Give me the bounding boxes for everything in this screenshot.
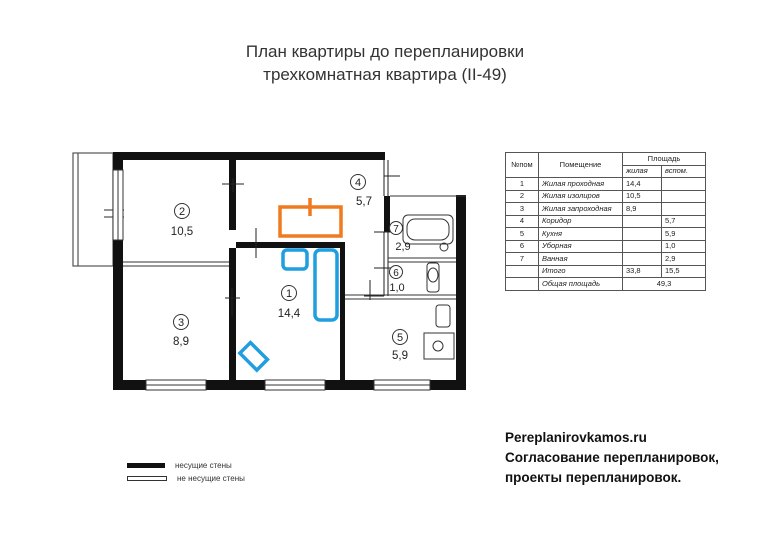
bearing-wall-swatch xyxy=(127,463,165,468)
plumbing-fixtures xyxy=(403,215,454,359)
blue-bed xyxy=(315,250,337,320)
legend-non-bearing xyxy=(127,472,245,485)
row-living: 8,9 xyxy=(623,203,662,216)
row-name: Жилая проходная xyxy=(539,178,623,191)
sink-icon xyxy=(436,305,450,327)
room-3-area: 8,9 xyxy=(173,336,189,348)
row-num: 1 xyxy=(506,178,539,191)
windows xyxy=(113,170,430,390)
overall-label: Общая площадь xyxy=(539,278,623,291)
table-total-row xyxy=(506,265,706,278)
room-5-number: 5 xyxy=(396,332,404,344)
room-7-area: 2,9 xyxy=(395,241,411,253)
table-header-row xyxy=(506,153,706,166)
brand-line3: проекты перепланировок. xyxy=(505,470,682,485)
room-7-number: 7 xyxy=(393,224,399,235)
row-aux xyxy=(662,178,706,191)
row-aux xyxy=(662,203,706,216)
row-name: Ванная xyxy=(539,253,623,266)
row-aux: 1,0 xyxy=(662,240,706,253)
legend-non-bearing-label: не несущие стены xyxy=(177,474,245,483)
blue-nightstand xyxy=(283,250,307,269)
plan-title-line2: трехкомнатная квартира (II-49) xyxy=(263,65,507,84)
table-row xyxy=(506,203,706,216)
row-name: Жилая запроходная xyxy=(539,203,623,216)
blue-chair xyxy=(240,343,268,371)
row-num: 5 xyxy=(506,228,539,241)
row-num: 7 xyxy=(506,253,539,266)
room-6-number: 6 xyxy=(393,268,399,279)
row-living xyxy=(623,215,662,228)
row-num: 4 xyxy=(506,215,539,228)
bearing-walls xyxy=(113,152,466,390)
room-6-area: 1,0 xyxy=(389,282,405,294)
legend-bearing xyxy=(127,459,245,472)
table-row xyxy=(506,253,706,266)
room-2-area: 10,5 xyxy=(170,226,194,238)
row-living xyxy=(623,240,662,253)
row-num: 3 xyxy=(506,203,539,216)
table-row xyxy=(506,178,706,191)
room-1-number: 1 xyxy=(285,288,293,300)
row-living: 10,5 xyxy=(623,190,662,203)
area-table xyxy=(505,152,706,291)
row-name: Коридор xyxy=(539,215,623,228)
table-overall-row xyxy=(506,278,706,291)
table-row xyxy=(506,215,706,228)
table-row xyxy=(506,240,706,253)
non-bearing-wall-swatch xyxy=(127,476,167,481)
overall-value: 49,3 xyxy=(623,278,706,291)
row-num: 2 xyxy=(506,190,539,203)
header-num: №пом xyxy=(506,153,539,178)
total-label: Итого xyxy=(539,265,623,278)
brand-line2: Согласование перепланировок, xyxy=(505,450,719,465)
brand-site: Pereplanirovkamos.ru xyxy=(505,430,647,445)
room-2-number: 2 xyxy=(178,206,186,218)
table-row xyxy=(506,228,706,241)
row-aux xyxy=(662,190,706,203)
room-5-area: 5,9 xyxy=(392,350,408,362)
row-living: 14,4 xyxy=(623,178,662,191)
room-3-number: 3 xyxy=(177,317,185,329)
header-living: жилая xyxy=(623,165,662,178)
total-aux: 15,5 xyxy=(662,265,706,278)
row-name: Уборная xyxy=(539,240,623,253)
room-4-area: 5,7 xyxy=(356,196,372,208)
row-aux: 2,9 xyxy=(662,253,706,266)
row-name: Кухня xyxy=(539,228,623,241)
row-aux: 5,9 xyxy=(662,228,706,241)
legend-bearing-label: несущие стены xyxy=(175,461,232,470)
header-aux: вспом. xyxy=(662,165,706,178)
table-row xyxy=(506,190,706,203)
highlighted-furniture xyxy=(240,198,341,370)
row-num: 6 xyxy=(506,240,539,253)
plan-title-line1: План квартиры до перепланировки xyxy=(245,42,525,61)
row-living xyxy=(623,228,662,241)
header-area: Площадь xyxy=(623,153,706,166)
header-name: Помещение xyxy=(539,153,623,178)
row-living xyxy=(623,253,662,266)
row-name: Жилая изолиров xyxy=(539,190,623,203)
room-1-area: 14,4 xyxy=(277,308,301,320)
row-aux: 5,7 xyxy=(662,215,706,228)
total-living: 33,8 xyxy=(623,265,662,278)
brand-block xyxy=(505,428,719,488)
stove-icon xyxy=(424,333,454,359)
room-4-number: 4 xyxy=(354,177,362,189)
legend xyxy=(127,459,245,485)
